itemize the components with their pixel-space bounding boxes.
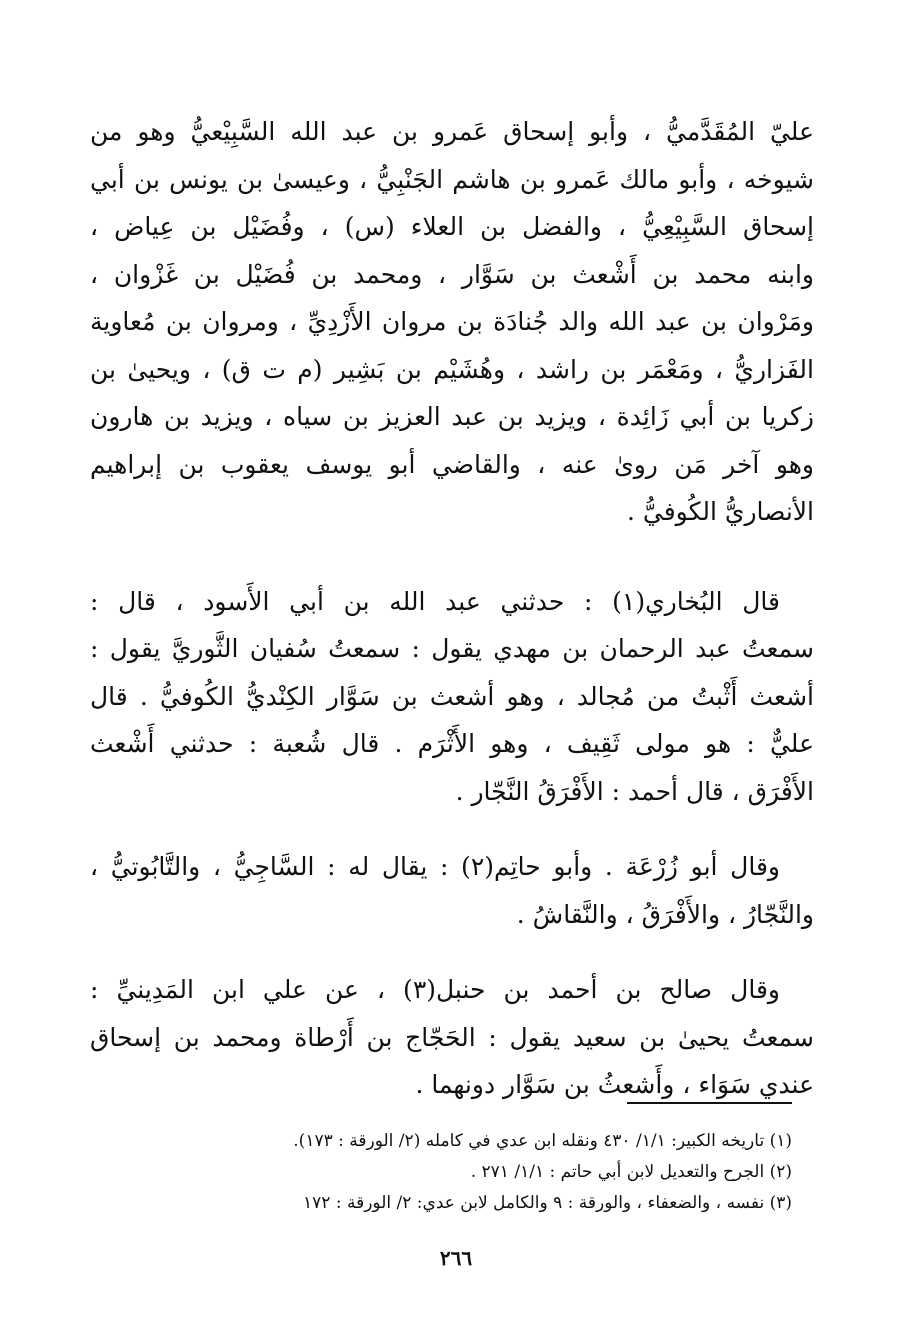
- paragraph-gap: [90, 536, 814, 578]
- text-line: ومَرْوان بن عبد الله والد جُنادَة بن مروان الأَزْدِيِّ ، ومروان بن مُعاوية: [90, 307, 814, 336]
- footnote-2: (٢) الجرح والتعديل لابن أبي حاتم : ١/١/ ٢٧١ .: [470, 1162, 792, 1182]
- text-line: شيوخه ، وأبو مالك عَمرو بن هاشم الجَنْبِيُّ ، وعيسىٰ بن يونس بن أبي: [90, 164, 814, 194]
- text-line: زكريا بن أبي زَائِدة ، ويزيد بن عبد العزيز بن سياه ، ويزيد بن هارون: [90, 402, 814, 431]
- footnote-1: (١) تاريخه الكبير: ١/١/ ٤٣٠ ونقله ابن عدي في كامله (٢/ الورقة : ١٧٣).: [293, 1131, 792, 1151]
- paragraph-gap: [90, 938, 814, 966]
- text-line: الأَفْرَق ، قال أحمد : الأَفْرَقُ النَّجّار .: [455, 776, 814, 806]
- text-line: وابنه محمد بن أَشْعث بن سَوَّار ، ومحمد بن فُضَيْل بن غَزْوان ،: [90, 259, 814, 289]
- text-line: وقال أبو زُرْعَة . وأبو حاتِم(٢) : يقال له : السَّاجِيُّ ، والتَّابُوتيُّ ،: [90, 852, 780, 881]
- footnotes: [180, 1126, 792, 1219]
- text-line: أشعث أَثْبتُ من مُجالد ، وهو أشعث بن سَوَّار الكِنْديُّ الكُوفيُّ . قال: [90, 681, 814, 711]
- text-line: الفَزاريُّ ، ومَعْمَر بن راشد ، وهُشَيْم بن بَشِير (م ت ق) ، ويحيىٰ بن: [90, 354, 814, 384]
- footnote-3: (٣) نفسه ، والضعفاء ، والورقة : ٩ والكامل لابن عدي: ٢/ الورقة : ١٧٢: [303, 1193, 792, 1213]
- text-line: عليّ المُقَدَّميُّ ، وأبو إسحاق عَمرو بن عبد الله السَّبِيْعيُّ وهو من: [90, 117, 814, 146]
- text-line: وقال صالح بن أحمد بن حنبل(٣) ، عن علي ابن المَدِينيِّ :: [90, 975, 780, 1004]
- paragraph-gap: [90, 815, 814, 843]
- main-text: [90, 108, 814, 1109]
- page-number: ٢٦٦: [439, 1246, 473, 1270]
- footnote-separator: [627, 1102, 792, 1104]
- text-line: سمعتُ يحيىٰ بن سعيد يقول : الحَجّاج بن أَرْطاة ومحمد بن إسحاق: [90, 1022, 814, 1052]
- text-line: وهو آخر مَن روىٰ عنه ، والقاضي أبو يوسف يعقوب بن إبراهيم: [90, 449, 814, 479]
- text-line: الأنصاريُّ الكُوفيُّ .: [626, 497, 814, 526]
- text-line: قال البُخاري(١) : حدثني عبد الله بن أبي الأَسود ، قال :: [90, 586, 780, 616]
- text-line: إسحاق السَّبِيْعِيُّ ، والفضل بن العلاء (س) ، وفُضَيْل بن عِياض ،: [90, 212, 814, 241]
- paragraph-bukhari: [90, 578, 814, 816]
- text-line: سمعتُ عبد الرحمان بن مهدي يقول : سمعتُ سُفيان الثَّوريَّ يقول :: [90, 634, 814, 663]
- paragraph-narrators: [90, 108, 814, 536]
- text-line: والنَّجّارُ ، والأَفْرَقُ ، والنَّقاشُ .: [516, 899, 814, 929]
- paragraph-salih: [90, 966, 814, 1109]
- text-line: عليٌّ : هو مولى ثَقِيف ، وهو الأَثْرَم . قال شُعبة : حدثني أَشْعث: [90, 729, 814, 758]
- text-line: عندي سَوَاء ، وأَشعثُ بن سَوَّار دونهما .: [415, 1070, 814, 1099]
- paragraph-abu-zura: [90, 843, 814, 938]
